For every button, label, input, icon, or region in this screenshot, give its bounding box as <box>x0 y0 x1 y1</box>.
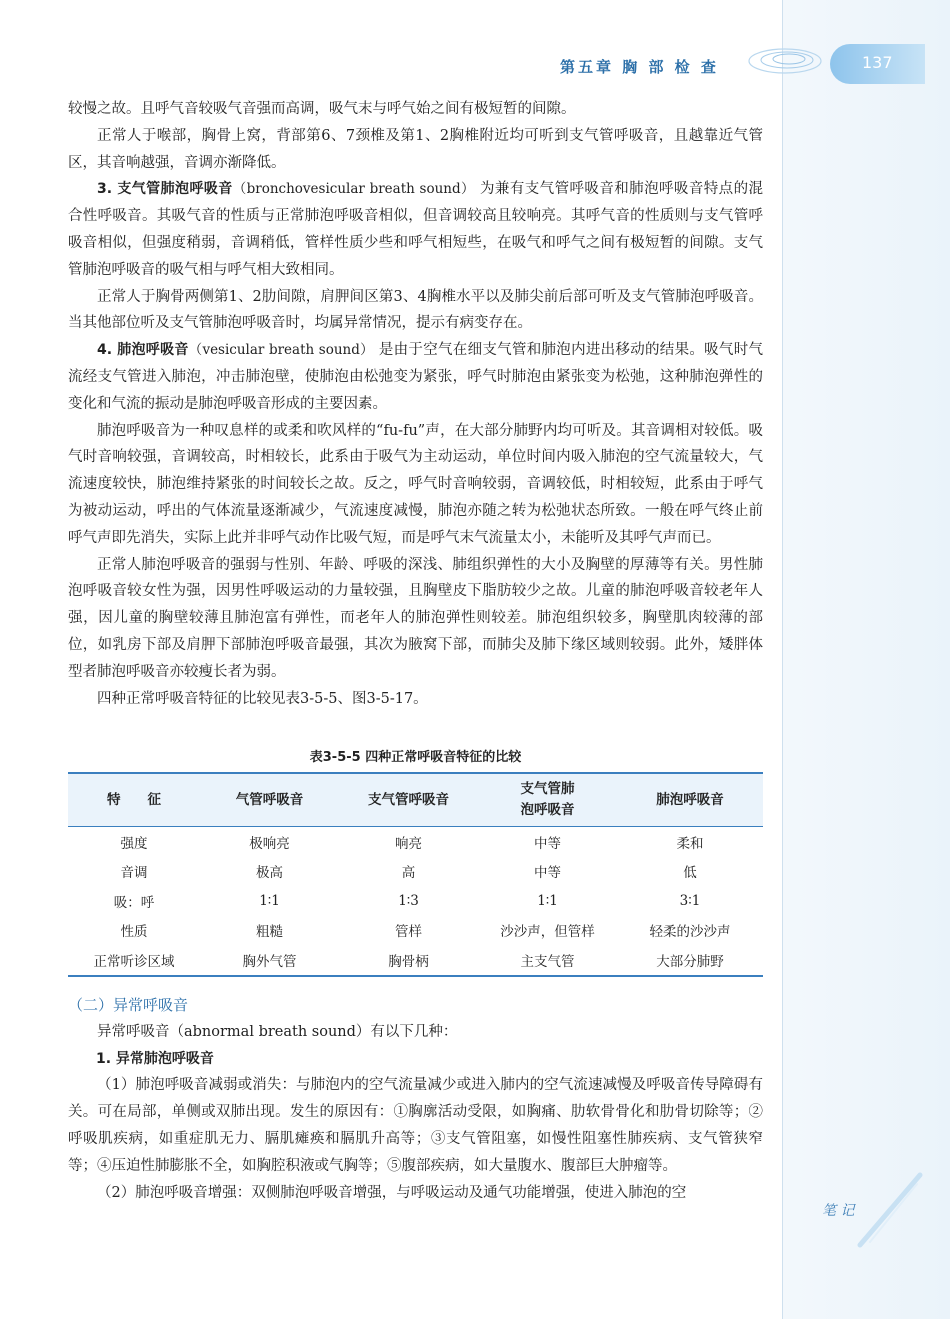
table-cell: 主支气管 <box>520 953 575 970</box>
table-cell: 极高 <box>256 865 284 882</box>
paragraph: 较慢之故。且呼气音较吸气音强而高调，吸气末与呼气始之间有极短暂的间隙。 <box>68 101 576 117</box>
paragraph: 正常人于胸骨两侧第1、2肋间隙，肩胛间区第3、4胸椎水平以及肺尖前后部可听及支气管肺泡呼吸音。当其他部位听及支气管肺泡呼吸音时，均属异常情况，提示有病变存在。 <box>68 288 763 332</box>
table-header-cell: 支气管呼吸音 <box>368 791 450 808</box>
table-cell: 3∶1 <box>679 892 701 909</box>
table-cell: 中等 <box>534 835 562 852</box>
paragraph: 肺泡呼吸音为一种叹息样的或柔和吹风样的“fu-fu”声，在大部分肺野内均可听及。其音调相对较低。吸气时音响较强，音调较高，时相较长，此系由于吸气为主动运动，单位时间内吸入肺泡的空气流量较大，气流速度较快，肺泡维持紧张的时间较长之故。反之，呼气时音响较弱，音调较低，时相较短，此系由于呼气为被动运动，呼出的气体流量逐渐减少，气流速度减慢，肺泡亦随之转为松弛状态所致。一般在呼气终止前呼气声即先消失，实际上此并非呼气动作比吸气短，而是呼气末气流量太小，未能听及其呼气声而已。 <box>68 422 763 546</box>
body-bottom <box>68 992 763 1206</box>
table-cell: 强度 <box>120 835 148 852</box>
paragraph: 正常人于喉部，胸骨上窝，背部第6、7颈椎及第1、2胸椎附近均可听到支气管呼吸音，且越靠近气管区，其音响越强，音调亦渐降低。 <box>68 127 763 171</box>
table-header-row <box>68 773 763 827</box>
table-cell: 响亮 <box>395 835 423 852</box>
chapter-title: 第五章 胸 部 检 查 <box>560 58 719 76</box>
table-cell: 音调 <box>120 865 148 882</box>
table-cell: 胸骨柄 <box>388 953 429 970</box>
header-line: 泡呼吸音 <box>520 802 575 818</box>
paragraph: 异常呼吸音（abnormal breath sound）有以下几种： <box>97 1023 458 1040</box>
table-row <box>68 886 763 916</box>
table-header-cell: 气管呼吸音 <box>235 791 304 808</box>
term-english: （bronchovesicular breath sound） <box>232 181 475 198</box>
subheading-title: 3. 支气管肺泡呼吸音 <box>97 181 233 198</box>
table-cell: 粗糙 <box>256 924 284 941</box>
paragraph: （1）肺泡呼吸音减弱或消失：与肺泡内的空气流量减少或进入肺内的空气流速减慢及呼吸音传导障碍有关。可在局部，单侧或双肺出现。发生的原因有：①胸廓活动受限，如胸痛、肋软骨骨化和肋骨切除等；②呼吸肌疾病，如重症肌无力、膈肌瘫痪和膈肌升高等；③支气管阻塞，如慢性阻塞性肺疾病、支气管狭窄等；④压迫性肺膨胀不全，如胸腔积液或气胸等；⑤腹部疾病，如大量腹水、腹部巨大肿瘤等。 <box>68 1077 763 1174</box>
subheading-title: 1. 异常肺泡呼吸音 <box>96 1050 214 1067</box>
margin-divider <box>782 0 783 1319</box>
table-cell: 高 <box>401 865 416 882</box>
table-row <box>68 916 763 946</box>
comparison-table <box>68 772 763 977</box>
table-cell: 1∶3 <box>398 892 419 909</box>
table-cell: 柔和 <box>676 835 704 852</box>
table-row <box>68 827 763 857</box>
page-number: 137 <box>862 53 893 72</box>
table-cell: 吸：呼 <box>113 894 155 911</box>
paragraph: （2）肺泡呼吸音增强：双侧肺泡呼吸音增强，与呼吸运动及通气功能增强，使进入肺泡的空 <box>97 1184 687 1201</box>
table-header-cell: 特 征 <box>107 791 162 808</box>
notes-label: 笔 记 <box>822 1203 855 1219</box>
table-cell: 正常听诊区域 <box>93 953 175 970</box>
subheading-paragraph <box>68 176 763 283</box>
table-cell: 极响亮 <box>249 835 290 852</box>
table-cell: 低 <box>683 865 697 882</box>
table-row <box>68 857 763 887</box>
table-cell: 管样 <box>395 924 423 941</box>
margin-strip <box>782 0 950 1319</box>
table-cell: 1∶1 <box>537 892 558 909</box>
subheading-paragraph <box>68 337 763 417</box>
table-cell: 1∶1 <box>259 892 280 909</box>
paragraph: 正常人肺泡呼吸音的强弱与性别、年龄、呼吸的深浅、肺组织弹性的大小及胸壁的厚薄等有关。男性肺泡呼吸音较女性为强，因男性呼吸运动的力量较强，且胸壁皮下脂肪较少之故。儿童的肺泡呼吸音较老年人强，因儿童的胸壁较薄且肺泡富有弹性，而老年人的肺泡弹性则较差。肺泡组织较多，胸壁肌肉较薄的部位，如乳房下部及肩胛下部肺泡呼吸音最强，其次为腋窝下部，而肺尖及肺下缘区域则较弱。此外，矮胖体型者肺泡呼吸音亦较瘦长者为弱。 <box>68 556 763 680</box>
subheading-title: 4. 肺泡呼吸音 <box>97 342 189 359</box>
table-header-cell: 肺泡呼吸音 <box>656 791 724 808</box>
paragraph: 四种正常呼吸音特征的比较见表3-5-5、图3-5-17。 <box>97 690 428 707</box>
paragraph-text: 是由于空气在细支气管和肺泡内进出移动的结果。吸气时气流经支气管进入肺泡，冲击肺泡壁，使肺泡由松弛变为紧张，呼气时肺泡由紧张变为松弛，这种肺泡弹性的变化和气流的振动是肺泡呼吸音形成的主要因素。 <box>68 342 764 412</box>
note-pen-stroke-icon <box>855 1170 925 1250</box>
table-cell: 中等 <box>534 865 562 882</box>
table-cell: 沙沙声，但管样 <box>500 924 595 941</box>
table-cell: 性质 <box>120 924 148 941</box>
table-row <box>68 945 763 976</box>
header-line: 支气管肺 <box>520 781 575 797</box>
table-cell: 轻柔的沙沙声 <box>649 924 731 941</box>
table-cell: 大部分肺野 <box>656 953 724 970</box>
paragraph-text: 为兼有支气管呼吸音和肺泡呼吸音特点的混合性呼吸音。其吸气音的性质与正常肺泡呼吸音相似，但音调较高且较响亮。其呼气音的性质则与支气管呼吸音相似，但强度稍弱，音调稍低，管样性质少些和呼气相短些，在吸气和呼气之间有极短暂的间隙。支气管肺泡呼吸音的吸气相与呼气相大致相同。 <box>68 181 763 278</box>
table-header-cell <box>478 773 617 827</box>
swirl-decoration-icon <box>745 36 825 86</box>
table-cell: 胸外气管 <box>242 953 297 970</box>
section-heading: （二）异常呼吸音 <box>68 996 189 1014</box>
term-english: （vesicular breath sound） <box>188 342 374 359</box>
table-caption: 表3-5-5 四种正常呼吸音特征的比较 <box>309 750 522 765</box>
body-top <box>68 96 763 712</box>
